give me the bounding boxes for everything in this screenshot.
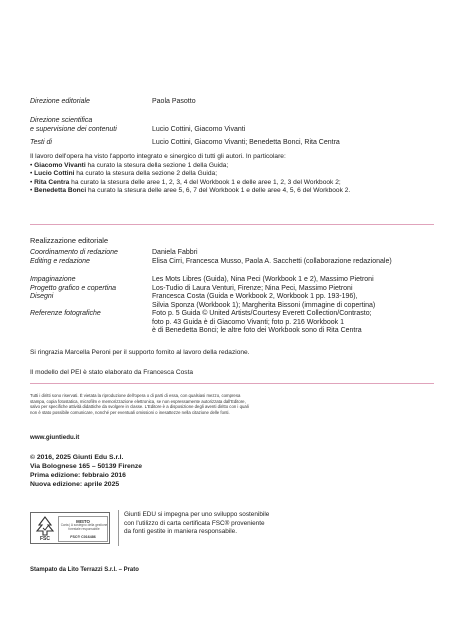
authorship-intro: Il lavoro dell'opera ha visto l'apporto integrato e sinergico di tutti gli autori. In particolare:: [30, 153, 286, 160]
disegni-label: Disegni: [30, 293, 54, 300]
direzione-scientifica-value: Lucio Cottini, Giacomo Vivanti: [152, 125, 246, 133]
direzione-editoriale-value: Paola Pasotto: [152, 98, 196, 105]
section-divider: [30, 224, 434, 225]
coordinamento-label: Coordinamento di redazione: [30, 249, 118, 256]
author-text: ha curato la stesura delle aree 5, 6, 7 del Workbook 1 e delle aree 4, 5, 6 del Workbook 2.: [86, 187, 351, 194]
fsc-statement-3: da fonti gestite in maniera responsabile.: [124, 528, 237, 535]
legal-line: stampa, copia fotostatica, microfilm e memorizzazione elettronica, se non espressamente autorizzata dall'Editore,: [30, 398, 246, 404]
fsc-statement-2: con l'utilizzo di carta certificata FSC® proveniente: [124, 519, 265, 527]
legal-line: non è stato possibile comunicare, nonché per eventuali omissioni o inesattezze nella citazione delle fonti.: [30, 409, 230, 415]
testi-value: Lucio Cottini, Giacomo Vivanti; Benedetta Bonci, Rita Centra: [152, 139, 340, 146]
fsc-statement-1: Giunti EDU si impegna per uno sviluppo sostenibile: [124, 511, 270, 518]
author-name: Giacomo Vivanti: [34, 161, 86, 169]
disegni-value-1: Francesca Costa (Guida e Workbook 2, Workbook 1 pp. 193-196),: [152, 293, 358, 300]
author-text: ha curato la stesura delle aree 1, 2, 3, 4 del Workbook 1 e delle aree 1, 2, 3 del Workbook 2;: [69, 178, 341, 186]
realizzazione-title: Realizzazione editoriale: [30, 236, 109, 245]
author-name: Lucio Cottini: [34, 170, 75, 177]
author-text: ha curato la stesura della sezione 2 della Guida;: [74, 170, 218, 177]
referenze-value-3: è di Benedetta Bonci; le altre foto dei Workbook sono di Rita Centra: [152, 327, 362, 334]
fsc-label-desc: Carta | A sostegno della gestione forestale responsabile: [60, 523, 108, 531]
author-text: ha curato la stesura della sezione 1 della Guida;: [85, 161, 229, 169]
direzione-scientifica-label-1: Direzione scientifica: [30, 117, 93, 124]
fsc-label-title: MISTO: [76, 519, 90, 524]
direzione-scientifica-label-2: e supervisione dei contenuti: [30, 125, 117, 133]
copyright-line: © 2016, 2025 Giunti Edu S.r.l.: [30, 454, 124, 461]
referenze-label: Referenze fotografiche: [30, 310, 101, 317]
legal-line: Tutti i diritti sono riservati. È vietata la riproduzione dell'opera o di parti di essa, con qualsiasi mezzo, compresa: [30, 393, 241, 398]
website-link[interactable]: www.giuntiedu.it: [30, 434, 80, 441]
testi-label: Testi di: [30, 139, 52, 146]
legal-line: salvo per specifiche attività didattiche da svolgere in classe. L'Editore è a disposizione degli aventi diritto con i quali: [30, 404, 249, 410]
first-edition-line: Prima edizione: febbraio 2016: [30, 472, 126, 479]
fsc-tree-logo-icon: [35, 516, 55, 541]
author-name: Benedetta Bonci: [34, 187, 87, 194]
referenze-value-2: foto p. 43 Guida è di Giacomo Vivanti; foto p. 216 Workbook 1: [152, 318, 344, 326]
progetto-value: Los-Tudio di Laura Venturi, Firenze; Nina Peci, Massimo Pietroni: [152, 284, 353, 292]
thanks-text: Si ringrazia Marcella Peroni per il supporto fornito al lavoro della redazione.: [30, 349, 250, 356]
fsc-divider: [118, 510, 119, 546]
author-name: Rita Centra: [34, 178, 70, 186]
fsc-info-panel: [58, 516, 108, 542]
new-edition-line: Nuova edizione: aprile 2025: [30, 481, 120, 488]
referenze-value-1: Foto p. 5 Guida © United Artists/Courtesy Everett Collection/Contrasto;: [152, 310, 372, 317]
impaginazione-label: Impaginazione: [30, 276, 76, 283]
direzione-editoriale-label: Direzione editoriale: [30, 98, 90, 105]
impaginazione-value: Les Mots Libres (Guida), Nina Peci (Workbook 1 e 2), Massimo Pietroni: [152, 276, 374, 283]
printer-line: Stampato da Lito Terrazzi S.r.l. – Prato: [30, 567, 139, 573]
coordinamento-value: Daniela Fabbri: [152, 249, 198, 256]
fsc-label: [30, 512, 110, 544]
disegni-value-2: Silvia Sponza (Workbook 1); Margherita Bissoni (immagine di copertina): [152, 301, 376, 309]
progetto-label: Progetto grafico e copertina: [30, 284, 116, 292]
authorship-item: • Giacomo Vivanti ha curato la stesura della sezione 1 della Guida;: [30, 161, 229, 169]
editing-label: Editing e redazione: [30, 257, 90, 265]
authorship-item: • Lucio Cottini ha curato la stesura della sezione 2 della Guida;: [30, 170, 218, 177]
editing-value: Elisa Cirri, Francesca Musso, Paola A. Sacchetti (collaborazione redazionale): [152, 257, 392, 265]
fsc-license: FSC® C016486: [70, 535, 96, 539]
address-line: Via Bolognese 165 – 50139 Firenze: [30, 463, 143, 470]
authorship-item: • Benedetta Bonci ha curato la stesura delle aree 5, 6, 7 del Workbook 1 e delle aree 4, 5, 6 del Workbook 2.: [30, 187, 351, 194]
authorship-item: • Rita Centra ha curato la stesura delle aree 1, 2, 3, 4 del Workbook 1 e delle aree 1, 2, 3 del Workbook 2;: [30, 178, 341, 186]
section-divider: [30, 383, 434, 384]
pei-note: Il modello del PEI è stato elaborato da Francesca Costa: [30, 369, 194, 376]
fsc-logo-text: FSC: [40, 536, 50, 541]
